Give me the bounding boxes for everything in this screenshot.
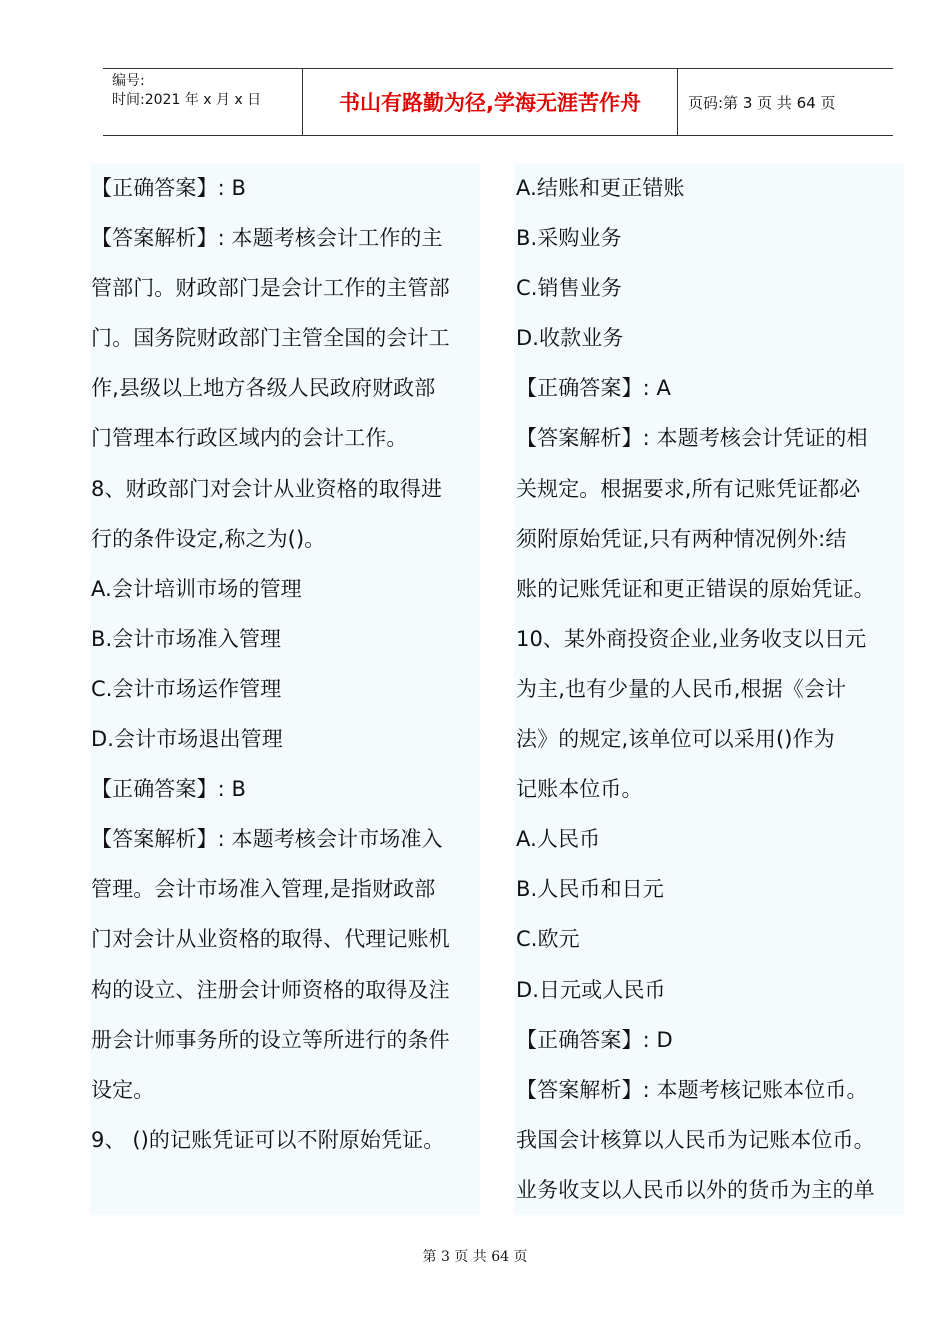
option-c: C.会计市场运作管理 (91, 676, 282, 701)
option-d: D.会计市场退出管理 (91, 727, 283, 752)
analysis-line: 【答案解析】: 本题考核会计市场准入 (91, 827, 443, 852)
text-line: 设定。 (91, 1077, 155, 1102)
option-c: C.欧元 (516, 927, 580, 952)
option-a: A.结账和更正错账 (516, 176, 685, 200)
left-column (90, 163, 480, 1215)
number-label: 编号: (112, 73, 145, 89)
answer-line: 【正确答案】: D (516, 1027, 673, 1052)
text-line: 【答案解析】: 本题考核会计工作的主 (91, 226, 443, 251)
option-b: B.采购业务 (516, 226, 622, 251)
option-b: B.会计市场准入管理 (91, 626, 282, 651)
text-line: 门对会计从业资格的取得、代理记账机 (91, 927, 450, 952)
analysis-line: 【答案解析】: 本题考核会计凭证的相 (516, 426, 868, 451)
text-line: 记账本位币。 (516, 777, 643, 802)
question-8: 8、财政部门对会计从业资格的取得进 (91, 476, 443, 501)
answer-line: 【正确答案】: A (516, 376, 672, 401)
text-line: 业务收支以人民币以外的货币为主的单 (516, 1177, 875, 1202)
text-line: 关规定。根据要求,所有记账凭证都必 (516, 476, 861, 501)
text-line: 门。国务院财政部门主管全国的会计工 (91, 326, 450, 351)
text-line: 管理。会计市场准入管理,是指财政部 (91, 877, 436, 902)
option-d: D.日元或人民币 (516, 977, 666, 1002)
text-line: 【正确答案】: B (91, 176, 247, 200)
page-footer: 第 3 页 共 64 页 (422, 1249, 528, 1265)
text-line: 行的条件设定,称之为()。 (91, 526, 326, 551)
header-page-label: 页码:第 3 页 共 64 页 (688, 93, 836, 112)
option-a: A.人民币 (516, 827, 601, 852)
text-line: 我国会计核算以人民币为记账本位币。 (516, 1127, 875, 1152)
right-column (514, 163, 904, 1215)
header-meta (103, 69, 303, 135)
page-header (103, 68, 893, 136)
analysis-line: 【答案解析】: 本题考核记账本位币。 (516, 1077, 868, 1102)
text-line: 账的记账凭证和更正错误的原始凭证。 (516, 576, 875, 601)
header-motto: 书山有路勤为径,学海无涯苦作舟 (303, 69, 678, 135)
question-10: 10、某外商投资企业,业务收支以日元 (516, 626, 867, 651)
option-a: A.会计培训市场的管理 (91, 576, 302, 601)
text-line: 法》的规定,该单位可以采用()作为 (516, 727, 835, 752)
option-c: C.销售业务 (516, 276, 622, 301)
text-line: 须附原始凭证,只有两种情况例外:结 (516, 526, 847, 551)
text-line: 管部门。财政部门是会计工作的主管部 (91, 276, 450, 301)
text-line: 作,县级以上地方各级人民政府财政部 (91, 376, 436, 401)
question-9: 9、 ()的记账凭证可以不附原始凭证。 (91, 1127, 445, 1152)
option-b: B.人民币和日元 (516, 877, 664, 902)
time-label: 时间:2021 年 x 月 x 日 (112, 92, 262, 108)
answer-line: 【正确答案】: B (91, 777, 247, 802)
text-line: 为主,也有少量的人民币,根据《会计 (516, 676, 847, 701)
text-line: 门管理本行政区域内的会计工作。 (91, 426, 408, 451)
option-d: D.收款业务 (516, 326, 624, 351)
text-line: 册会计师事务所的设立等所进行的条件 (91, 1027, 450, 1052)
text-line: 构的设立、注册会计师资格的取得及注 (91, 977, 450, 1002)
